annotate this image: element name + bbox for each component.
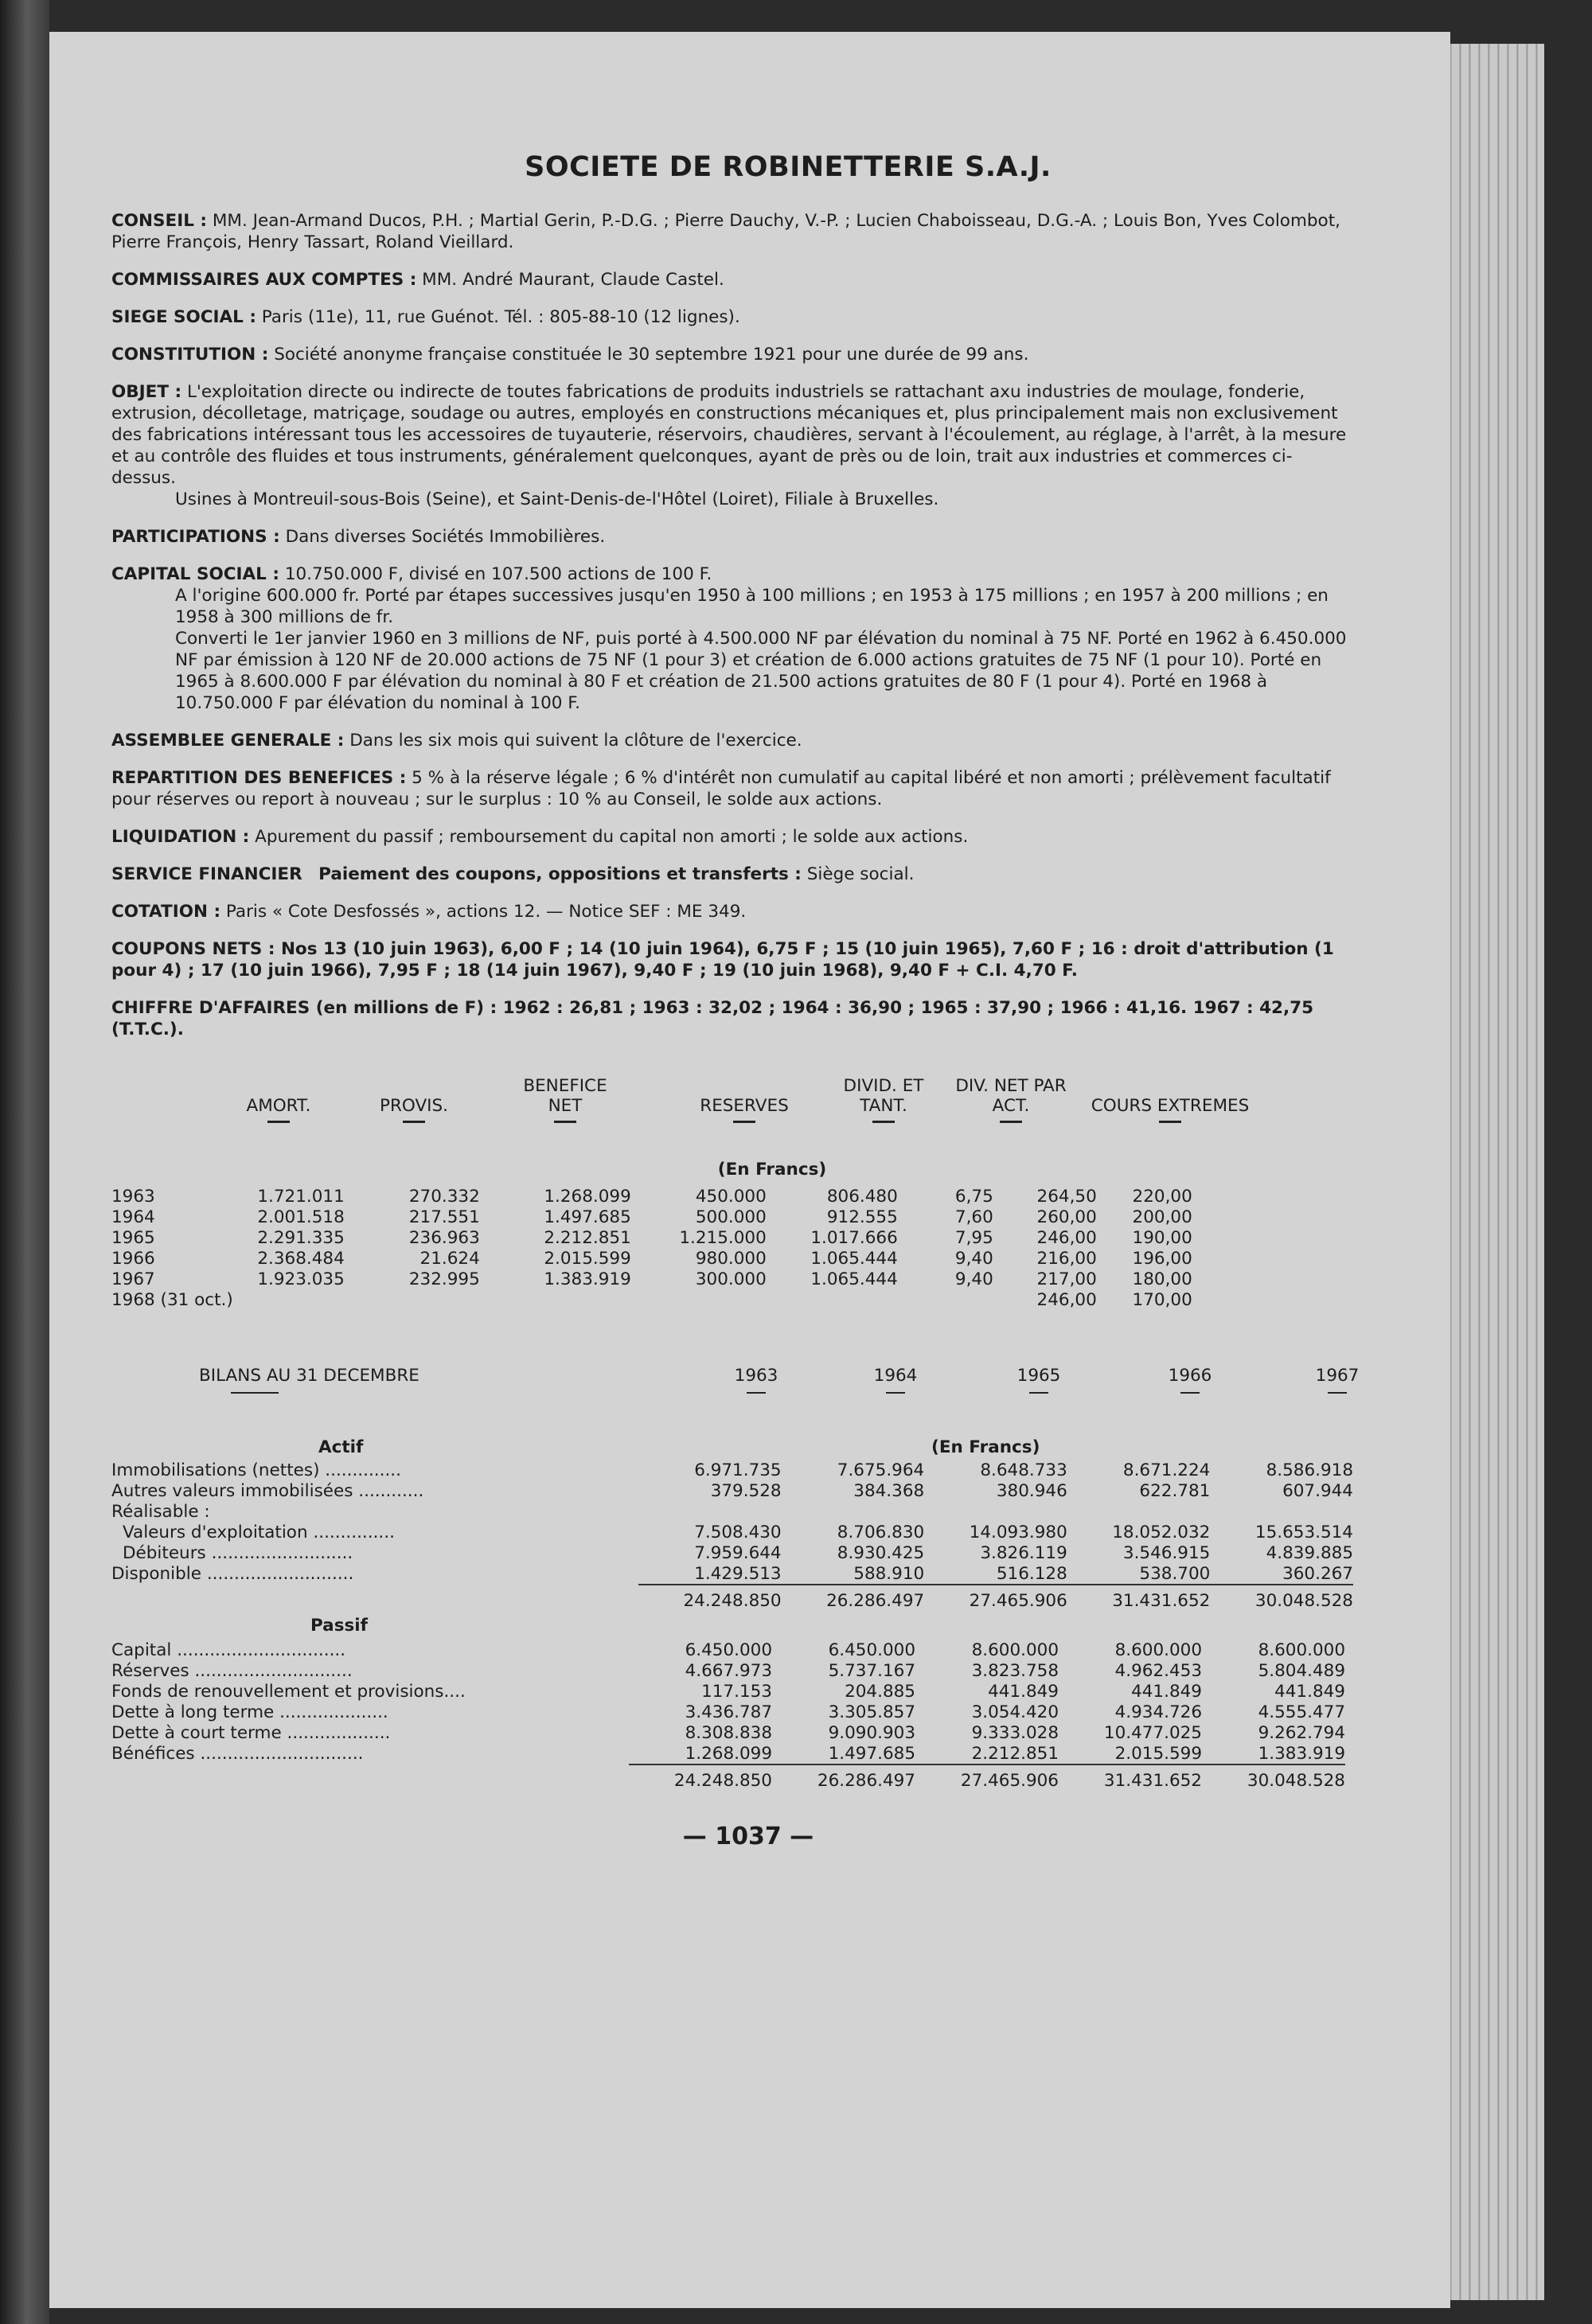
dash (1180, 1392, 1200, 1394)
bilans-title (199, 1366, 419, 1394)
results-table (111, 1186, 1192, 1310)
table-row (111, 1269, 1192, 1289)
table-row (111, 1702, 1345, 1722)
conseil-section (111, 210, 1353, 253)
page-number: — 1037 — (682, 1823, 814, 1850)
bilans-title-text: BILANS AU 31 DECEMBRE (199, 1366, 419, 1386)
actif-table (111, 1460, 1353, 1611)
row-value: 8.706.830 (837, 1522, 925, 1542)
assemblee-section (111, 730, 1353, 751)
cell (782, 1501, 925, 1522)
cell-amort: 2.001.518 (257, 1207, 345, 1227)
cell-c1: 260,00 (1036, 1207, 1097, 1227)
cell-c1: 217,00 (1036, 1269, 1097, 1289)
row-value: 379.528 (710, 1480, 782, 1501)
cell-c1: 216,00 (1036, 1248, 1097, 1269)
capital-section (111, 563, 1353, 714)
chiffre-text: (en millions de F) : 1962 : 26,81 ; 1963 : 32,02 ; 1964 : 36,90 ; 1965 : 37,90 ; 1966 : 41,16. 1967 : 42,75 (T.T.C.). (111, 998, 1314, 1039)
cell (1067, 1501, 1211, 1522)
service-section (111, 864, 1353, 885)
chiffre-label: CHIFFRE D'AFFAIRES (111, 998, 310, 1018)
cell-year: 1966 (111, 1248, 155, 1269)
objet-usines: Usines à Montreuil-sous-Bois (Seine), et Saint-Denis-de-l'Hôtel (Loiret), Filiale à Bruxelles. (175, 489, 939, 509)
objet-label: OBJET : (111, 382, 182, 402)
col-amort-label: AMORT. (246, 1096, 311, 1116)
row-value: 15.653.514 (1254, 1522, 1353, 1542)
dash (1000, 1121, 1022, 1123)
passif-table (111, 1640, 1345, 1791)
cell-divnet: 9,40 (954, 1248, 993, 1269)
row-value: 4.555.477 (1258, 1702, 1345, 1722)
cell-benef: 1.383.919 (544, 1269, 631, 1289)
col-amort (223, 1096, 334, 1123)
siege-text: Paris (11e), 11, rue Guénot. Tél. : 805-88-10 (12 lignes). (261, 307, 740, 327)
cell-divnet: 6,75 (954, 1186, 993, 1207)
table-row (111, 1207, 1192, 1227)
row-value: 14.093.980 (969, 1522, 1067, 1542)
cell-divid: 1.065.444 (810, 1269, 898, 1289)
row-value: 4.934.726 (1114, 1702, 1202, 1722)
conseil-text: MM. Jean-Armand Ducos, P.H. ; Martial Gerin, P.-D.G. ; Pierre Dauchy, V.-P. ; Lucien Chaboisseau, D.G.-A. ; Louis Bon, Yves Colombot, Pierre François, Henry Tassart, Roland Vieillard. (111, 211, 1340, 252)
service-text: Siège social. (806, 864, 915, 884)
cell-provis: 21.624 (419, 1248, 480, 1269)
row-value: 8.600.000 (1258, 1640, 1345, 1660)
year-label: 1963 (734, 1366, 778, 1386)
cell-provis: 236.963 (408, 1227, 480, 1248)
table-row (111, 1501, 1353, 1522)
total-value: 30.048.528 (1202, 1764, 1345, 1791)
table-row (111, 1563, 1353, 1585)
cell-c1: 246,00 (1036, 1289, 1097, 1310)
constitution-section (111, 344, 1353, 365)
siege-label: SIEGE SOCIAL : (111, 307, 256, 327)
actif-row-head (111, 1437, 1353, 1460)
total-value: 27.465.906 (915, 1764, 1059, 1791)
cell-year: 1965 (111, 1227, 155, 1248)
cell-benef: 2.015.599 (544, 1248, 631, 1269)
year-label: 1964 (873, 1366, 918, 1386)
dash (554, 1121, 576, 1123)
row-value: 441.849 (1274, 1681, 1345, 1702)
row-value: 2.212.851 (971, 1743, 1059, 1764)
table-row (111, 1480, 1353, 1501)
cell-provis: 270.332 (408, 1186, 480, 1207)
repartition-text: 5 % à la réserve légale ; 6 % d'intérêt non cumulatif au capital libéré et non amorti ; prélèvement facultatif pour réserves ou report à nouveau ; sur le surplus : 10 % au Conseil, le solde aux actions. (111, 768, 1331, 809)
constitution-text: Société anonyme française constituée le 30 septembre 1921 pour une durée de 99 ans. (274, 345, 1029, 365)
repartition-section (111, 767, 1353, 810)
cell (1210, 1501, 1353, 1522)
total-value: 30.048.528 (1210, 1585, 1353, 1611)
cell-provis: 217.551 (408, 1207, 480, 1227)
coupons-label: COUPONS NETS : (111, 939, 275, 959)
row-value: 538.700 (1139, 1563, 1211, 1584)
col-divnet-label: DIV. NET PAR ACT. (955, 1076, 1067, 1116)
row-label: Dette à long terme .................... (111, 1702, 388, 1722)
row-value: 622.781 (1139, 1480, 1211, 1501)
row-value: 1.268.099 (685, 1743, 772, 1764)
row-value: 9.333.028 (971, 1722, 1059, 1743)
capital-label: CAPITAL SOCIAL : (111, 564, 279, 584)
row-value: 441.849 (1131, 1681, 1202, 1702)
table-row (111, 1722, 1345, 1743)
row-value: 3.054.420 (971, 1702, 1059, 1722)
row-label: Valeurs d'exploitation ............... (123, 1522, 395, 1542)
row-value: 360.267 (1282, 1563, 1353, 1584)
row-value: 8.586.918 (1266, 1460, 1353, 1480)
col-cours-label: COURS EXTREMES (1091, 1096, 1250, 1116)
cell-c2: 196,00 (1132, 1248, 1192, 1269)
row-value: 3.823.758 (971, 1660, 1059, 1681)
table-row (111, 1227, 1192, 1248)
total-row (111, 1585, 1353, 1611)
total-value: 24.248.850 (629, 1764, 772, 1791)
book-spine (0, 0, 49, 2324)
row-value: 9.090.903 (828, 1722, 915, 1743)
service-bold: Paiement des coupons, oppositions et transferts : (318, 864, 802, 884)
col-benef-label: BENEFICE NET (523, 1076, 607, 1116)
table-row (111, 1522, 1353, 1542)
total-row (111, 1764, 1345, 1791)
row-value: 6.450.000 (828, 1640, 915, 1660)
cell-divnet: 9,40 (954, 1269, 993, 1289)
row-value: 117.153 (701, 1681, 772, 1702)
bilans-year-1966 (1158, 1366, 1222, 1394)
cell-c1: 264,50 (1036, 1186, 1097, 1207)
row-value: 7.675.964 (837, 1460, 925, 1480)
dash (403, 1121, 425, 1123)
commissaires-section (111, 269, 1353, 290)
cotation-text: Paris « Cote Desfossés », actions 12. — Notice SEF : ME 349. (225, 902, 747, 922)
row-value: 4.962.453 (1114, 1660, 1202, 1681)
cell-c2: 170,00 (1132, 1289, 1192, 1310)
col-benef (517, 1076, 613, 1123)
row-value: 18.052.032 (1112, 1522, 1211, 1542)
row-label: Capital ............................... (111, 1640, 346, 1660)
liquidation-label: LIQUIDATION : (111, 827, 250, 847)
service-label: SERVICE FINANCIER (111, 864, 302, 884)
total-value: 26.286.497 (782, 1585, 925, 1611)
page-title: SOCIETE DE ROBINETTERIE S.A.J. (525, 151, 1052, 183)
objet-section (111, 381, 1353, 510)
dash (1159, 1121, 1181, 1123)
row-label: Immobilisations (nettes) .............. (111, 1460, 401, 1480)
participations-text: Dans diverses Sociétés Immobilières. (285, 527, 606, 547)
cell-reserves: 1.215.000 (679, 1227, 767, 1248)
cell-benef: 1.497.685 (544, 1207, 631, 1227)
chiffre-section (111, 997, 1353, 1040)
capital-history-1: A l'origine 600.000 fr. Porté par étapes successives jusqu'en 1950 à 100 millions ; en 1953 à 175 millions ; en 1957 à 200 millions ; en 1958 à 300 millions de fr. (175, 586, 1329, 627)
cell-amort (233, 1289, 345, 1310)
liquidation-text: Apurement du passif ; remboursement du capital non amorti ; le solde aux actions. (255, 827, 969, 847)
row-label: Fonds de renouvellement et provisions.... (111, 1681, 466, 1702)
row-value: 8.600.000 (1114, 1640, 1202, 1660)
cell-benef: 2.212.851 (544, 1227, 631, 1248)
commissaires-text: MM. André Maurant, Claude Castel. (422, 270, 724, 290)
col-reserves-label: RESERVES (700, 1096, 789, 1116)
cell-divnet: 7,60 (954, 1207, 993, 1227)
total-value: 31.431.652 (1067, 1585, 1211, 1611)
row-value: 7.959.644 (694, 1542, 782, 1563)
cell-amort: 2.291.335 (257, 1227, 345, 1248)
row-value: 607.944 (1282, 1480, 1353, 1501)
col-provis (358, 1096, 470, 1123)
assemblee-text: Dans les six mois qui suivent la clôture de l'exercice. (349, 731, 802, 751)
table-row (111, 1460, 1353, 1480)
row-value: 6.450.000 (685, 1640, 772, 1660)
coupons-section (111, 938, 1353, 981)
row-value: 204.885 (845, 1681, 915, 1702)
row-value: 4.839.885 (1266, 1542, 1353, 1563)
cell-divid: 1.065.444 (810, 1248, 898, 1269)
content (111, 151, 1360, 1850)
row-value: 8.308.838 (685, 1722, 772, 1743)
cell-c2: 220,00 (1132, 1186, 1192, 1207)
cell (638, 1501, 782, 1522)
row-value: 441.849 (988, 1681, 1059, 1702)
total-value: 26.286.497 (772, 1764, 915, 1791)
table-row (111, 1542, 1353, 1563)
results-header (111, 1072, 1353, 1168)
bilans-unit: (En Francs) (931, 1437, 1040, 1457)
passif-row-head (111, 1616, 1353, 1640)
passif-label: Passif (310, 1616, 369, 1636)
participations-label: PARTICIPATIONS : (111, 527, 280, 547)
results-unit: (En Francs) (717, 1160, 827, 1180)
row-value: 9.262.794 (1258, 1722, 1345, 1743)
table-row (111, 1681, 1345, 1702)
dash (733, 1121, 755, 1123)
total-value: 24.248.850 (638, 1585, 782, 1611)
cell-reserves: 300.000 (695, 1269, 767, 1289)
cell-reserves (631, 1289, 767, 1310)
total-value: 31.431.652 (1059, 1764, 1202, 1791)
row-value: 516.128 (996, 1563, 1067, 1584)
actif-label: Actif (318, 1437, 364, 1457)
bilans-year-1965 (1007, 1366, 1071, 1394)
table-row (111, 1248, 1192, 1269)
row-value: 3.305.857 (828, 1702, 915, 1722)
year-label: 1965 (1016, 1366, 1061, 1386)
cell-c2: 190,00 (1132, 1227, 1192, 1248)
capital-history-2: Converti le 1er janvier 1960 en 3 millions de NF, puis porté à 4.500.000 NF par élévation du nominal à 75 NF. Porté en 1962 à 6.450.000 NF par émission à 120 NF de 20.000 actions de 75 NF (1 pour 3) et création de 6.000 actions gratuites de 75 NF (1 pour 10). Porté en 1965 à 8.600.000 F par élévation du nominal à 80 F et création de 21.500 actions gratuites de 80 F (1 pour 4). Porté en 1968 à 10.750.000 F par élévation du nominal à 100 F. (175, 629, 1347, 713)
cell-divnet (898, 1289, 993, 1310)
objet-text: L'exploitation directe ou indirecte de toutes fabrications de produits industriels se rattachant axu industries de moulage, fonderie, extrusion, décolletage, matriçage, soudage ou autres, employés en constructions mécaniques et, plus principalement mais non exclusivement des fabrications intéressant tous les accessoires de tuyauterie, réservoirs, chaudières, servant à l'écoulement, au réglage, à l'arrêt, à la mesure et au contrôle des fluides et tous instruments, généralement quelconques, ayant de près ou de loin, trait aux industries et commerces ci-dessus. (111, 382, 1347, 488)
cell-divid: 1.017.666 (810, 1227, 898, 1248)
row-label: Dette à court terme ................... (111, 1722, 391, 1743)
row-value: 4.667.973 (685, 1660, 772, 1681)
row-value: 588.910 (853, 1563, 925, 1584)
cell-amort: 1.721.011 (257, 1186, 345, 1207)
row-value: 8.930.425 (837, 1542, 925, 1563)
total-value: 27.465.906 (924, 1585, 1067, 1611)
dash (872, 1121, 895, 1123)
bilans-header (111, 1366, 1360, 1437)
row-label: Bénéfices .............................. (111, 1744, 364, 1764)
row-value: 1.497.685 (828, 1743, 915, 1764)
row-value: 2.015.599 (1114, 1743, 1202, 1764)
table-row (111, 1186, 1192, 1207)
cell-divid: 806.480 (826, 1186, 898, 1207)
row-value: 5.737.167 (828, 1660, 915, 1681)
row-value: 1.429.513 (694, 1563, 782, 1584)
page (49, 32, 1450, 2308)
cell-provis: 232.995 (408, 1269, 480, 1289)
row-value: 8.600.000 (971, 1640, 1059, 1660)
row-value: 7.508.430 (694, 1522, 782, 1542)
dash (1328, 1392, 1347, 1394)
constitution-label: CONSTITUTION : (111, 345, 269, 365)
cell-benef (480, 1289, 631, 1310)
cotation-section (111, 901, 1353, 922)
row-value: 6.971.735 (694, 1460, 782, 1480)
dash (267, 1121, 290, 1123)
cell-year: 1963 (111, 1186, 155, 1207)
realisable-label: Réalisable : (111, 1501, 210, 1522)
cell-year: 1964 (111, 1207, 155, 1227)
commissaires-label: COMMISSAIRES AUX COMPTES : (111, 270, 417, 290)
row-value: 8.671.224 (1122, 1460, 1211, 1480)
bilans-year-1964 (864, 1366, 927, 1394)
cell (924, 1501, 1067, 1522)
table-row (111, 1640, 1345, 1660)
capital-text: 10.750.000 F, divisé en 107.500 actions de 100 F. (284, 564, 712, 584)
cell-benef: 1.268.099 (544, 1186, 631, 1207)
dash (1029, 1392, 1048, 1394)
cell-reserves: 450.000 (695, 1186, 767, 1207)
cell-reserves: 500.000 (695, 1207, 767, 1227)
bilans-year-1963 (724, 1366, 788, 1394)
col-divid-label: DIVID. ET TANT. (843, 1076, 924, 1116)
coupons-text: Nos 13 (10 juin 1963), 6,00 F ; 14 (10 juin 1964), 6,75 F ; 15 (10 juin 1965), 7,60 F ; 16 : droit d'attribution (1 pour 4) ; 17 (10 juin 1966), 7,95 F ; 18 (14 juin 1967), 9,40 F ; 19 (10 juin 1968), 9,40 F + C.I. 4,70 F. (111, 939, 1334, 981)
col-cours (1083, 1096, 1258, 1123)
cell-divnet: 7,95 (954, 1227, 993, 1248)
bilans-year-1967 (1305, 1366, 1369, 1394)
total-spacer (111, 1764, 629, 1791)
assemblee-label: ASSEMBLEE GENERALE : (111, 731, 345, 751)
total-spacer (111, 1585, 638, 1611)
row-label: Réserves ............................. (111, 1660, 353, 1681)
cell-c1: 246,00 (1036, 1227, 1097, 1248)
col-divid (828, 1076, 939, 1123)
cell-c2: 200,00 (1132, 1207, 1192, 1227)
row-value: 10.477.025 (1103, 1722, 1202, 1743)
cell-provis (345, 1289, 480, 1310)
cell-divid: 912.555 (826, 1207, 898, 1227)
row-value: 384.368 (853, 1480, 925, 1501)
row-value: 5.804.489 (1258, 1660, 1345, 1681)
row-value: 8.648.733 (980, 1460, 1067, 1480)
row-value: 3.826.119 (980, 1542, 1067, 1563)
dash (747, 1392, 766, 1394)
table-row (111, 1660, 1345, 1681)
cell-reserves: 980.000 (695, 1248, 767, 1269)
siege-section (111, 306, 1353, 328)
table-row (111, 1743, 1345, 1764)
cell-year: 1968 (31 oct.) (111, 1289, 233, 1310)
year-label: 1966 (1168, 1366, 1212, 1386)
cell-amort: 2.368.484 (257, 1248, 345, 1269)
row-value: 3.436.787 (685, 1702, 772, 1722)
col-divnet (955, 1076, 1067, 1123)
row-value: 1.383.919 (1258, 1743, 1345, 1764)
liquidation-section (111, 826, 1353, 848)
row-label: Autres valeurs immobilisées ............ (111, 1480, 424, 1501)
dash (886, 1392, 905, 1394)
row-label: Disponible ........................... (111, 1564, 354, 1584)
year-label: 1967 (1315, 1366, 1360, 1386)
col-provis-label: PROVIS. (380, 1096, 448, 1116)
cell-amort: 1.923.035 (257, 1269, 345, 1289)
row-value: 3.546.915 (1122, 1542, 1211, 1563)
cell-c2: 180,00 (1132, 1269, 1192, 1289)
cotation-label: COTATION : (111, 902, 221, 922)
table-row (111, 1289, 1192, 1310)
repartition-label: REPARTITION DES BENEFICES : (111, 768, 407, 788)
col-reserves (685, 1096, 804, 1123)
row-label: Débiteurs .......................... (123, 1542, 353, 1563)
conseil-label: CONSEIL : (111, 211, 208, 231)
cell-year: 1967 (111, 1269, 155, 1289)
bilans-title-dash (231, 1392, 279, 1394)
row-value: 380.946 (996, 1480, 1067, 1501)
participations-section (111, 526, 1353, 548)
cell-divid (767, 1289, 898, 1310)
